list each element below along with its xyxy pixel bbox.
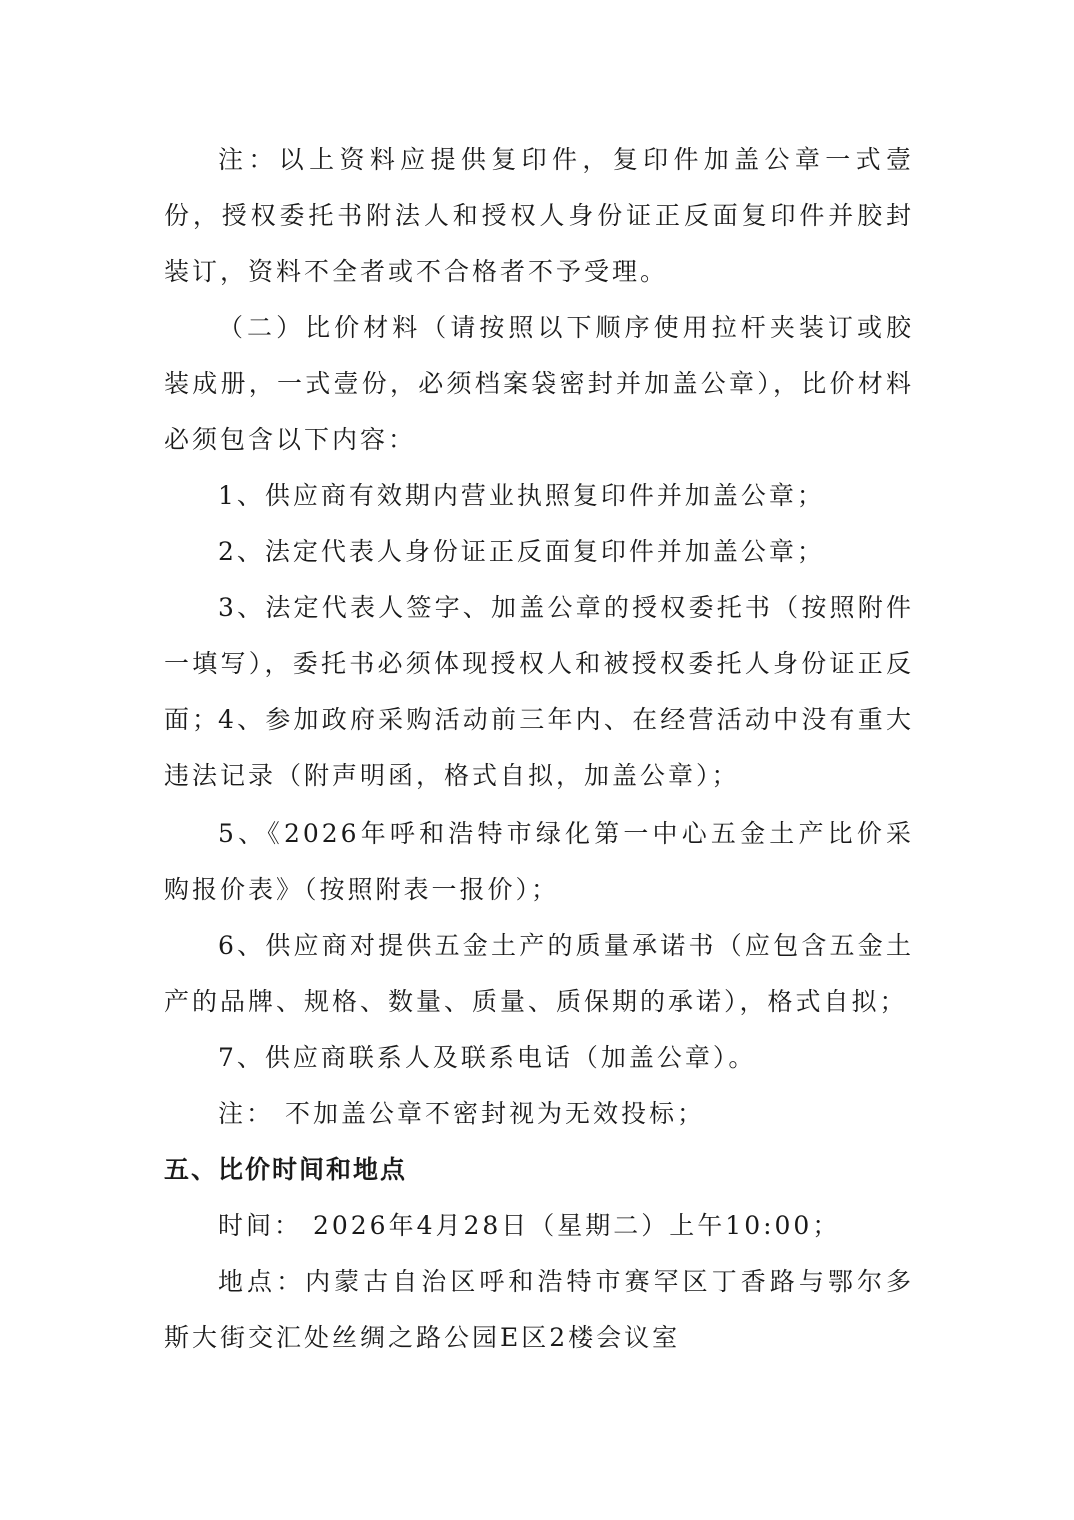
section-2-intro: （二）比价材料（请按照以下顺序使用拉杆夹装订或胶装成册，一式壹份，必须档案袋密封并加盖公章），比价材料必须包含以下内容： — [164, 313, 914, 454]
note-materials-copies: 注：以上资料应提供复印件，复印件加盖公章一式壹份，授权委托书附法人和授权人身份证正反面复印件并胶封装订，资料不全者或不合格者不予受理。 — [164, 145, 914, 286]
note-invalid-bid: 注： 不加盖公章不密封视为无效投标； — [218, 1099, 705, 1128]
list-item-4: 4、参加政府采购活动前三年内、在经营活动中没有重大违法记录（附声明函，格式自拟，加盖公章）； — [164, 705, 914, 790]
time-line: 时间： 2026年4月28日（星期二）上午10:00； — [218, 1211, 841, 1240]
location-line: 地点：内蒙古自治区呼和浩特市赛罕区丁香路与鄂尔多斯大街交汇处丝绸之路公园E区2楼会议室 — [164, 1267, 914, 1352]
list-item-3: 3、法定代表人签字、加盖公章的授权委托书（按照附件一填写），委托书必须体现授权人和被授权委托人身份证正反面； — [164, 593, 914, 734]
section-5-heading: 五、比价时间和地点 — [164, 1155, 408, 1184]
list-item-6: 6、供应商对提供五金土产的质量承诺书（应包含五金土产的品牌、规格、数量、质量、质保期的承诺），格式自拟； — [164, 931, 914, 1016]
list-item-7: 7、供应商联系人及联系电话（加盖公章）。 — [218, 1043, 757, 1072]
list-item-2: 2、法定代表人身份证正反面复印件并加盖公章； — [218, 537, 825, 566]
list-item-5: 5、《2026年呼和浩特市绿化第一中心五金土产比价采购报价表》（按照附表一报价）； — [164, 819, 914, 904]
list-item-1: 1、供应商有效期内营业执照复印件并加盖公章； — [218, 481, 825, 510]
